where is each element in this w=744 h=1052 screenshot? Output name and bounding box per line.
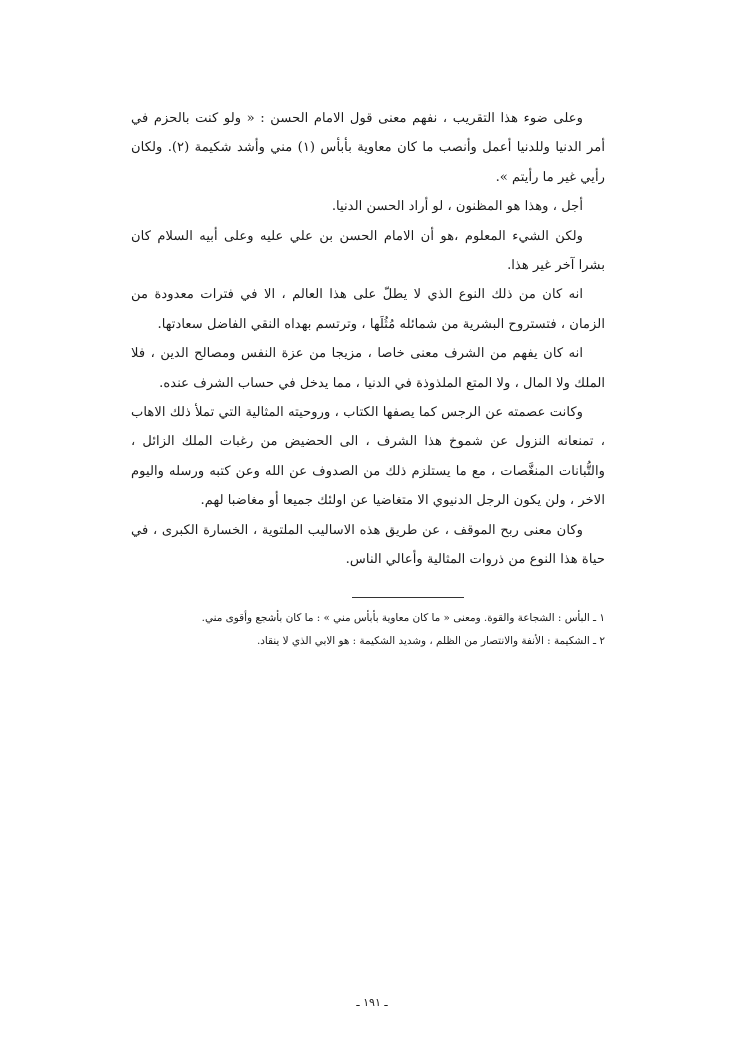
paragraph: أجل ، وهذا هو المظنون ، لو أراد الحسن الدنيا. <box>331 199 583 215</box>
footnote: ١ ـ البأس : الشجاعة والقوة. ومعنى « ما كان معاوية بأبأس مني » : ما كان بأشجع وأقوى مني. <box>201 612 605 624</box>
main-text <box>131 104 605 575</box>
paragraph: وكان معنى ربح الموقف ، عن طريق هذه الاساليب الملتوية ، الخسارة الكبرى ، في حياة هذا النوع من ذروات المثالية وأعالي الناس. <box>131 522 605 568</box>
footnote-divider <box>352 597 464 598</box>
paragraph: وكانت عصمته عن الرجس كما يصفها الكتاب ، وروحيته المثالية التي تملأ ذلك الاهاب ، تمنعانه النزول عن شموخ هذا الشرف ، الى الحضيض من رغبات الملك الزائل ، والتُّبانات المنغَّصات ، مع ما يستلزم ذلك من الصدوف عن الله وعن كتبه ورسله واليوم الاخر ، ولن يكون الرجل الدنيوي الا متغاضيا عن اولئك جميعا أو مغاضبا لهم. <box>131 405 605 509</box>
page-number: ـ ١٩١ ـ <box>356 996 388 1009</box>
footnotes <box>131 607 605 653</box>
paragraph: وعلى ضوء هذا التقريب ، نفهم معنى قول الامام الحسن : « ولو كنت بالحزم في أمر الدنيا وللدنيا أعمل وأنصب ما كان معاوية بأبأس (١) مني وأشد شكيمة (٢). ولكان رأيي غير ما رأيتم ». <box>131 111 605 185</box>
footnote: ٢ ـ الشكيمة : الأنفة والانتصار من الظلم ، وشديد الشكيمة : هو الابي الذي لا ينقاد. <box>256 635 605 647</box>
paragraph: ولكن الشيء المعلوم ،هو أن الامام الحسن بن علي عليه وعلى أبيه السلام كان بشرا آخر غير هذا. <box>131 228 605 274</box>
paragraph: انه كان يفهم من الشرف معنى خاصا ، مزيجا من عزة النفس ومصالح الدين ، فلا الملك ولا المال ، ولا المتع الملذوذة في الدنيا ، مما يدخل في حساب الشرف عنده. <box>131 346 605 391</box>
paragraph: انه كان من ذلك النوع الذي لا يطلّ على هذا العالم ، الا في فترات معدودة من الزمان ، فتستروح البشرية من شمائله مُثُلَها ، وترتسم بهداه النقي الفاضل سعادتها. <box>131 287 605 332</box>
